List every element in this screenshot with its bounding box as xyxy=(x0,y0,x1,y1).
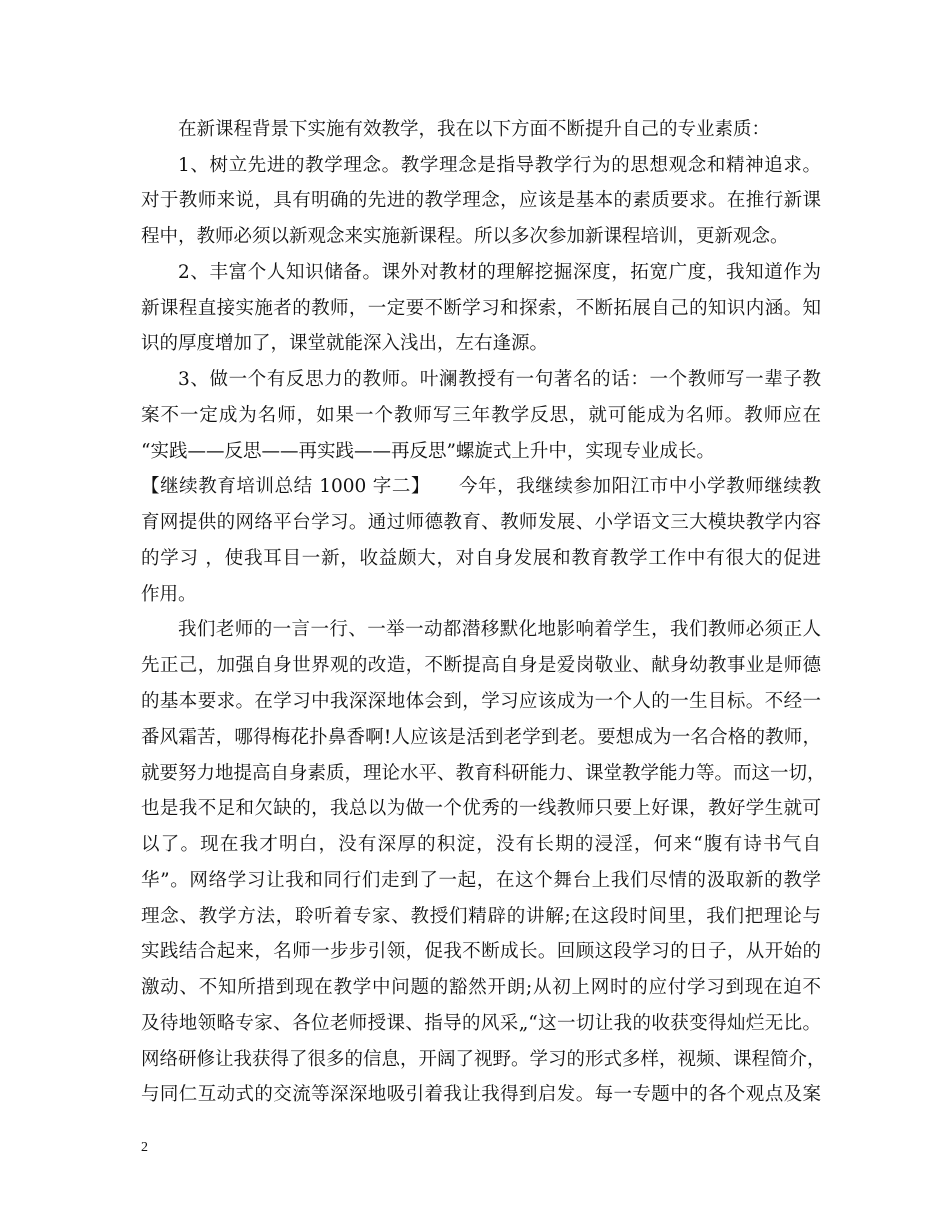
paragraph-3-line: 3、做一个有反思力的教师。叶澜教授有一句著名的话：一个教师写一辈子教 xyxy=(178,369,821,390)
paragraph-5-line: 激动、不知所措到现在教学中问题的豁然开朗;从初上网时的应付学习到现在迫不 xyxy=(141,977,821,998)
paragraph-5-line: 理念、教学方法，聆听着专家、教授们精辟的讲解;在这段时间里，我们把理论与 xyxy=(141,906,821,927)
paragraph-4-line: 育网提供的网络平台学习。通过师德教育、教师发展、小学语文三大模块教学内容 xyxy=(141,512,821,533)
paragraph-2-line: 识的厚度增加了，课堂就能深入浅出，左右逢源。 xyxy=(141,333,549,354)
section-heading-line: 【继续教育培训总结 1000 字二】 今年，我继续参加阳江市中小学教师继续教 xyxy=(141,476,821,497)
paragraph-5-line: 以了。现在我才明白，没有深厚的积淀，没有长期的浸淫，何来“腹有诗书气自 xyxy=(141,834,821,855)
paragraph-1-line: 对于教师来说，具有明确的先进的教学理念，应该是基本的素质要求。在推行新课 xyxy=(141,190,821,211)
paragraph-5-line: 的基本要求。在学习中我深深地体会到，学习应该成为一个人的一生目标。不经一 xyxy=(141,691,821,712)
paragraph-5-line: 网络研修让我获得了很多的信息，开阔了视野。学习的形式多样，视频、课程简介， xyxy=(141,1049,826,1070)
paragraph-3-line: 案不一定成为名师，如果一个教师写三年教学反思，就可能成为名师。教师应在 xyxy=(141,405,821,426)
paragraph-2-line: 2、丰富个人知识储备。课外对教材的理解挖掘深度，拓宽广度，我知道作为 xyxy=(178,262,821,283)
paragraph-5-line: 华”。网络学习让我和同行们走到了一起，在这个舞台上我们尽情的汲取新的教学 xyxy=(141,870,821,891)
paragraph-5-line: 也是我不足和欠缺的，我总以为做一个优秀的一线教师只要上好课，教好学生就可 xyxy=(141,798,821,819)
paragraph-5-line: 实践结合起来，名师一步步引领，促我不断成长。回顾这段学习的日子，从开始的 xyxy=(141,941,821,962)
paragraph-4-line: 作用。 xyxy=(141,584,197,605)
paragraph-5-line: 及待地领略专家、各位老师授课、指导的风采„“这一切让我的收获变得灿烂无比。 xyxy=(141,1013,821,1034)
paragraph-5-line: 与同仁互动式的交流等深深地吸引着我让我得到启发。每一专题中的各个观点及案 xyxy=(141,1084,821,1105)
paragraph-2-line: 新课程直接实施者的教师，一定要不断学习和探索，不断拓展自己的知识内涵。知 xyxy=(141,298,821,319)
paragraph-4-line: 的学习 ，使我耳目一新，收益颇大，对自身发展和教育教学工作中有很大的促进 xyxy=(141,548,821,569)
paragraph-1-line: 1、树立先进的教学理念。教学理念是指导教学行为的思想观念和精神追求。 xyxy=(178,155,821,176)
paragraph-intro-line: 在新课程背景下实施有效教学，我在以下方面不断提升自己的专业素质： xyxy=(178,119,771,140)
paragraph-5-line: 先正己，加强自身世界观的改造，不断提高自身是爱岗敬业、献身幼教事业是师德 xyxy=(141,655,821,676)
paragraph-5-line: 就要努力地提高自身素质，理论水平、教育科研能力、课堂教学能力等。而这一切， xyxy=(141,763,826,784)
paragraph-1-line: 程中，教师必须以新观念来实施新课程。所以多次参加新课程培训，更新观念。 xyxy=(141,226,789,247)
page-number: 2 xyxy=(141,1140,148,1155)
paragraph-5-line: 番风霜苦，哪得梅花扑鼻香啊!人应该是活到老学到老。要想成为一名合格的教师， xyxy=(141,727,821,748)
paragraph-5-line: 我们老师的一言一行、一举一动都潜移默化地影响着学生，我们教师必须正人 xyxy=(178,619,821,640)
paragraph-3-line: “实践——反思——再实践——再反思”螺旋式上升中，实现专业成长。 xyxy=(141,441,715,462)
